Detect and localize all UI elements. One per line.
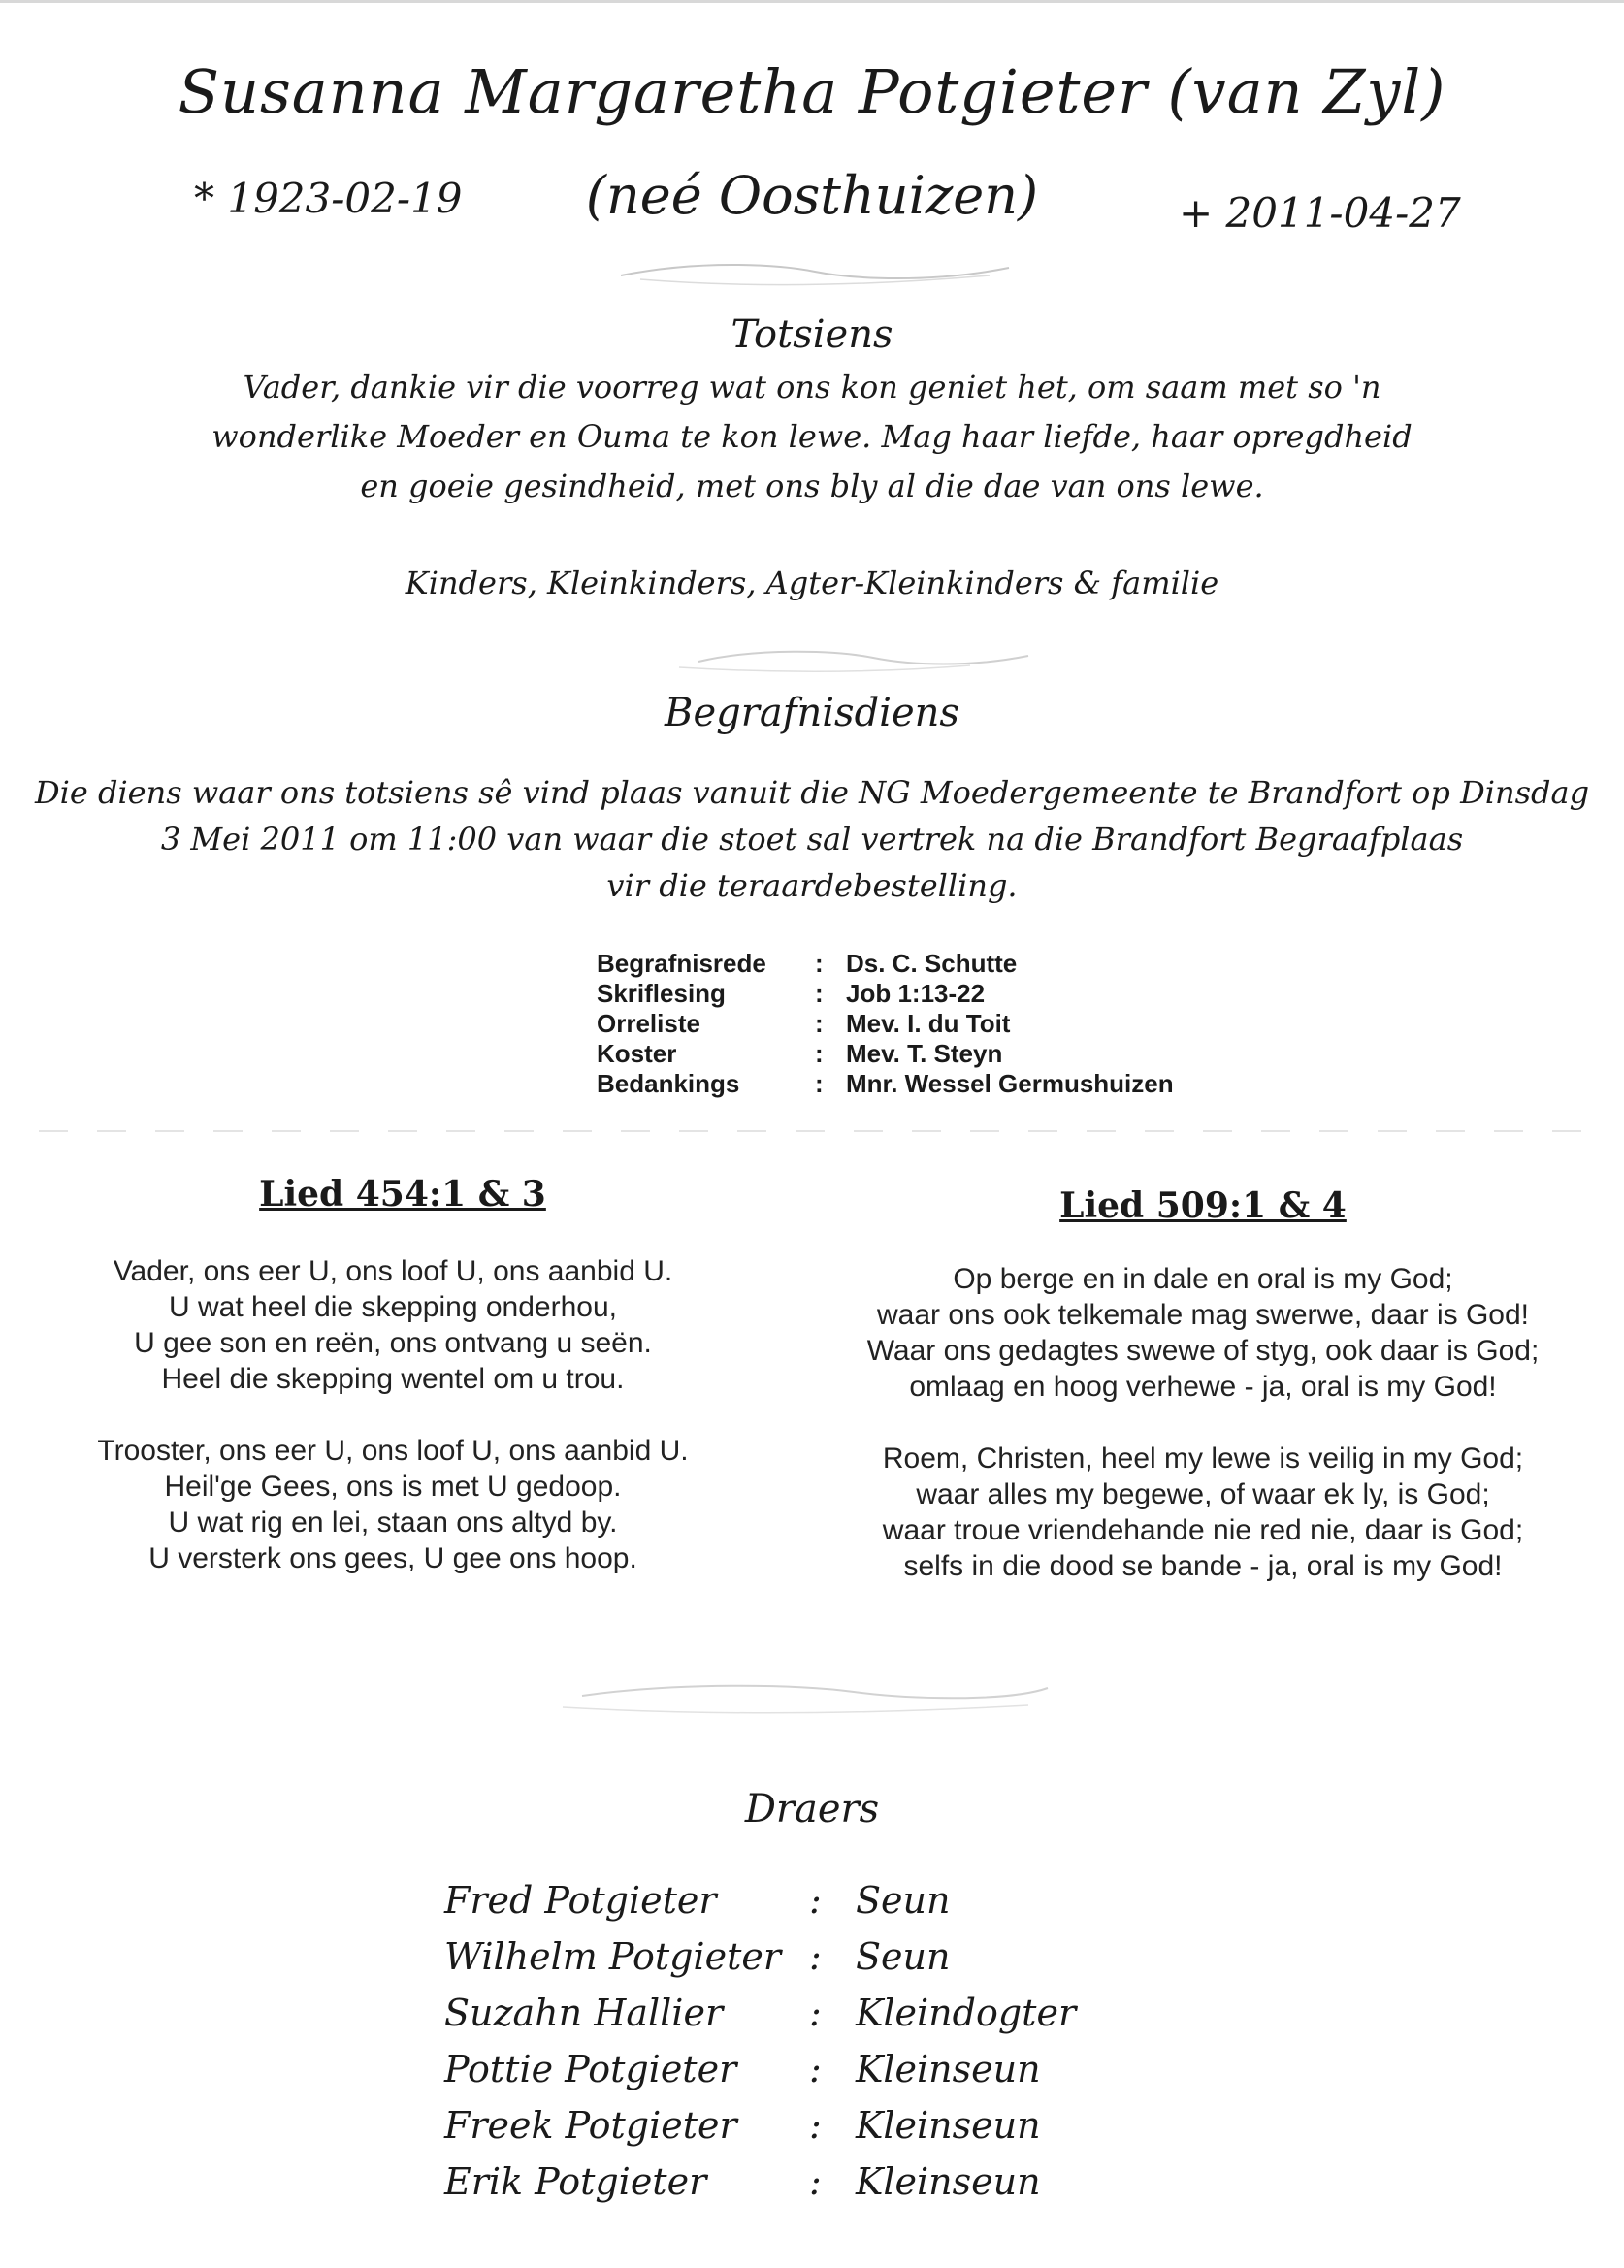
service-role: Skriflesing xyxy=(597,979,726,1008)
service-row xyxy=(597,1069,1174,1099)
farewell-line: wonderlike Moeder en Ouma te kon lewe. Mag haar liefde, haar opregdheid xyxy=(211,418,1413,455)
ornament-divider xyxy=(0,254,1624,293)
bearer-name: Fred Potgieter xyxy=(444,1879,717,1922)
separator: : xyxy=(809,1992,822,2034)
bearer-relation: Kleinseun xyxy=(856,2048,1041,2090)
bearer-row xyxy=(444,1985,1076,2041)
bearer-row xyxy=(444,1872,1076,1928)
funeral-line: 3 Mei 2011 om 11:00 van waar die stoet sal vertrek na die Brandfort Begraafplaas xyxy=(160,821,1464,858)
service-person: Job 1:13-22 xyxy=(846,979,986,1008)
bearer-relation: Seun xyxy=(856,1935,951,1978)
separator: : xyxy=(815,1039,824,1068)
hymn-right xyxy=(834,1185,1572,1226)
hymn-line: Vader, ons eer U, ons loof U, ons aanbid U. xyxy=(113,1255,673,1287)
bearer-relation: Kleinseun xyxy=(856,2104,1041,2147)
hymn-line: Heel die skepping wentel om u trou. xyxy=(161,1363,625,1395)
bearer-name: Suzahn Hallier xyxy=(444,1992,724,2034)
separator: : xyxy=(815,979,824,1008)
separator: : xyxy=(815,1009,824,1038)
hymn-line: waar ons ook telkemale mag swerwe, daar is God! xyxy=(877,1299,1529,1331)
ornament-divider xyxy=(0,640,1624,679)
service-person: Mev. T. Steyn xyxy=(846,1039,1003,1068)
bearer-relation: Kleinseun xyxy=(856,2160,1041,2203)
service-person: Mev. I. du Toit xyxy=(846,1009,1011,1038)
bearer-row xyxy=(444,2097,1076,2154)
hymn-left xyxy=(58,1174,728,1215)
funeral-line: vir die teraardebestelling. xyxy=(606,867,1018,904)
bearer-name: Freek Potgieter xyxy=(444,2104,737,2147)
farewell-line: Vader, dankie vir die voorreg wat ons kon geniet het, om saam met so 'n xyxy=(243,369,1381,405)
funeral-line: Die diens waar ons totsiens sê vind plaas vanuit die NG Moedergemeente te Brandfort op Dinsdag xyxy=(34,774,1590,811)
hymn-line: waar alles my begewe, of waar ek ly, is God; xyxy=(916,1478,1490,1510)
hymn-line: Heil'ge Gees, ons is met U gedoop. xyxy=(164,1471,622,1503)
bearers-list xyxy=(444,1872,1076,2210)
service-person: Ds. C. Schutte xyxy=(846,949,1018,978)
hymn-line: Trooster, ons eer U, ons loof U, ons aanbid U. xyxy=(97,1435,689,1467)
service-role: Orreliste xyxy=(597,1009,700,1038)
service-row xyxy=(597,1039,1174,1069)
bearer-row xyxy=(444,1928,1076,1985)
bearer-name: Pottie Potgieter xyxy=(444,2048,737,2090)
hymn-right-verses xyxy=(834,1261,1572,1584)
hymn-line: Waar ons gedagtes swewe of styg, ook daar is God; xyxy=(866,1335,1540,1367)
hymn-line: omlaag en hoog verhewe - ja, oral is my God! xyxy=(909,1371,1497,1403)
hymn-line: waar troue vriendehande nie red nie, daar is God; xyxy=(882,1514,1524,1546)
hymn-line: Op berge en in dale en oral is my God; xyxy=(953,1263,1453,1295)
hymn-line: Roem, Christen, heel my lewe is veilig in my God; xyxy=(882,1442,1524,1474)
bearer-name: Erik Potgieter xyxy=(444,2160,707,2203)
death-date: + 2011-04-27 xyxy=(1179,189,1461,237)
maiden-name: (neé Oosthuizen) xyxy=(585,165,1039,226)
separator: : xyxy=(809,1879,822,1922)
service-details xyxy=(597,949,1174,1099)
farewell-title: Totsiens xyxy=(731,312,893,357)
bearer-name: Wilhelm Potgieter xyxy=(444,1935,781,1978)
service-role: Begrafnisrede xyxy=(597,949,766,978)
service-role: Bedankings xyxy=(597,1069,740,1098)
page-edge xyxy=(0,0,1624,3)
hymn-line: U gee son en reën, ons ontvang u seën. xyxy=(134,1327,652,1359)
hymn-title: Lied 509:1 & 4 xyxy=(1059,1185,1347,1226)
bearer-relation: Kleindogter xyxy=(856,1992,1077,2034)
bearer-row xyxy=(444,2041,1076,2097)
bearers-title: Draers xyxy=(744,1787,880,1831)
hymn-line: U versterk ons gees, U gee ons hoop. xyxy=(148,1542,637,1574)
service-row xyxy=(597,979,1174,1009)
birth-date: * 1923-02-19 xyxy=(194,175,463,222)
separator: : xyxy=(809,2160,822,2203)
separator: : xyxy=(809,2104,822,2147)
deceased-name: Susanna Margaretha Potgieter (van Zyl) xyxy=(178,56,1446,127)
scan-artifact-line xyxy=(39,1130,1591,1132)
separator: : xyxy=(809,2048,822,2090)
service-row xyxy=(597,949,1174,979)
hymn-line: U wat rig en lei, staan ons altyd by. xyxy=(168,1507,618,1539)
hymn-left-verses xyxy=(58,1253,728,1576)
farewell-line: en goeie gesindheid, met ons bly al die dae van ons lewe. xyxy=(360,468,1264,504)
bearer-row xyxy=(444,2154,1076,2210)
service-role: Koster xyxy=(597,1039,677,1068)
hymn-spacer xyxy=(58,1397,728,1433)
service-person: Mnr. Wessel Germushuizen xyxy=(846,1069,1174,1098)
bearer-relation: Seun xyxy=(856,1879,951,1922)
hymn-line: U wat heel die skepping onderhou, xyxy=(169,1291,617,1323)
farewell-signature: Kinders, Kleinkinders, Agter-Kleinkinders & familie xyxy=(405,565,1219,601)
service-row xyxy=(597,1009,1174,1039)
hymn-title: Lied 454:1 & 3 xyxy=(259,1174,546,1215)
separator: : xyxy=(815,1069,824,1098)
hymn-spacer xyxy=(834,1405,1572,1441)
funeral-title: Begrafnisdiens xyxy=(665,691,959,735)
hymn-line: selfs in die dood se bande - ja, oral is my God! xyxy=(903,1550,1503,1582)
ornament-divider xyxy=(0,1669,1624,1727)
separator: : xyxy=(815,949,824,978)
separator: : xyxy=(809,1935,822,1978)
